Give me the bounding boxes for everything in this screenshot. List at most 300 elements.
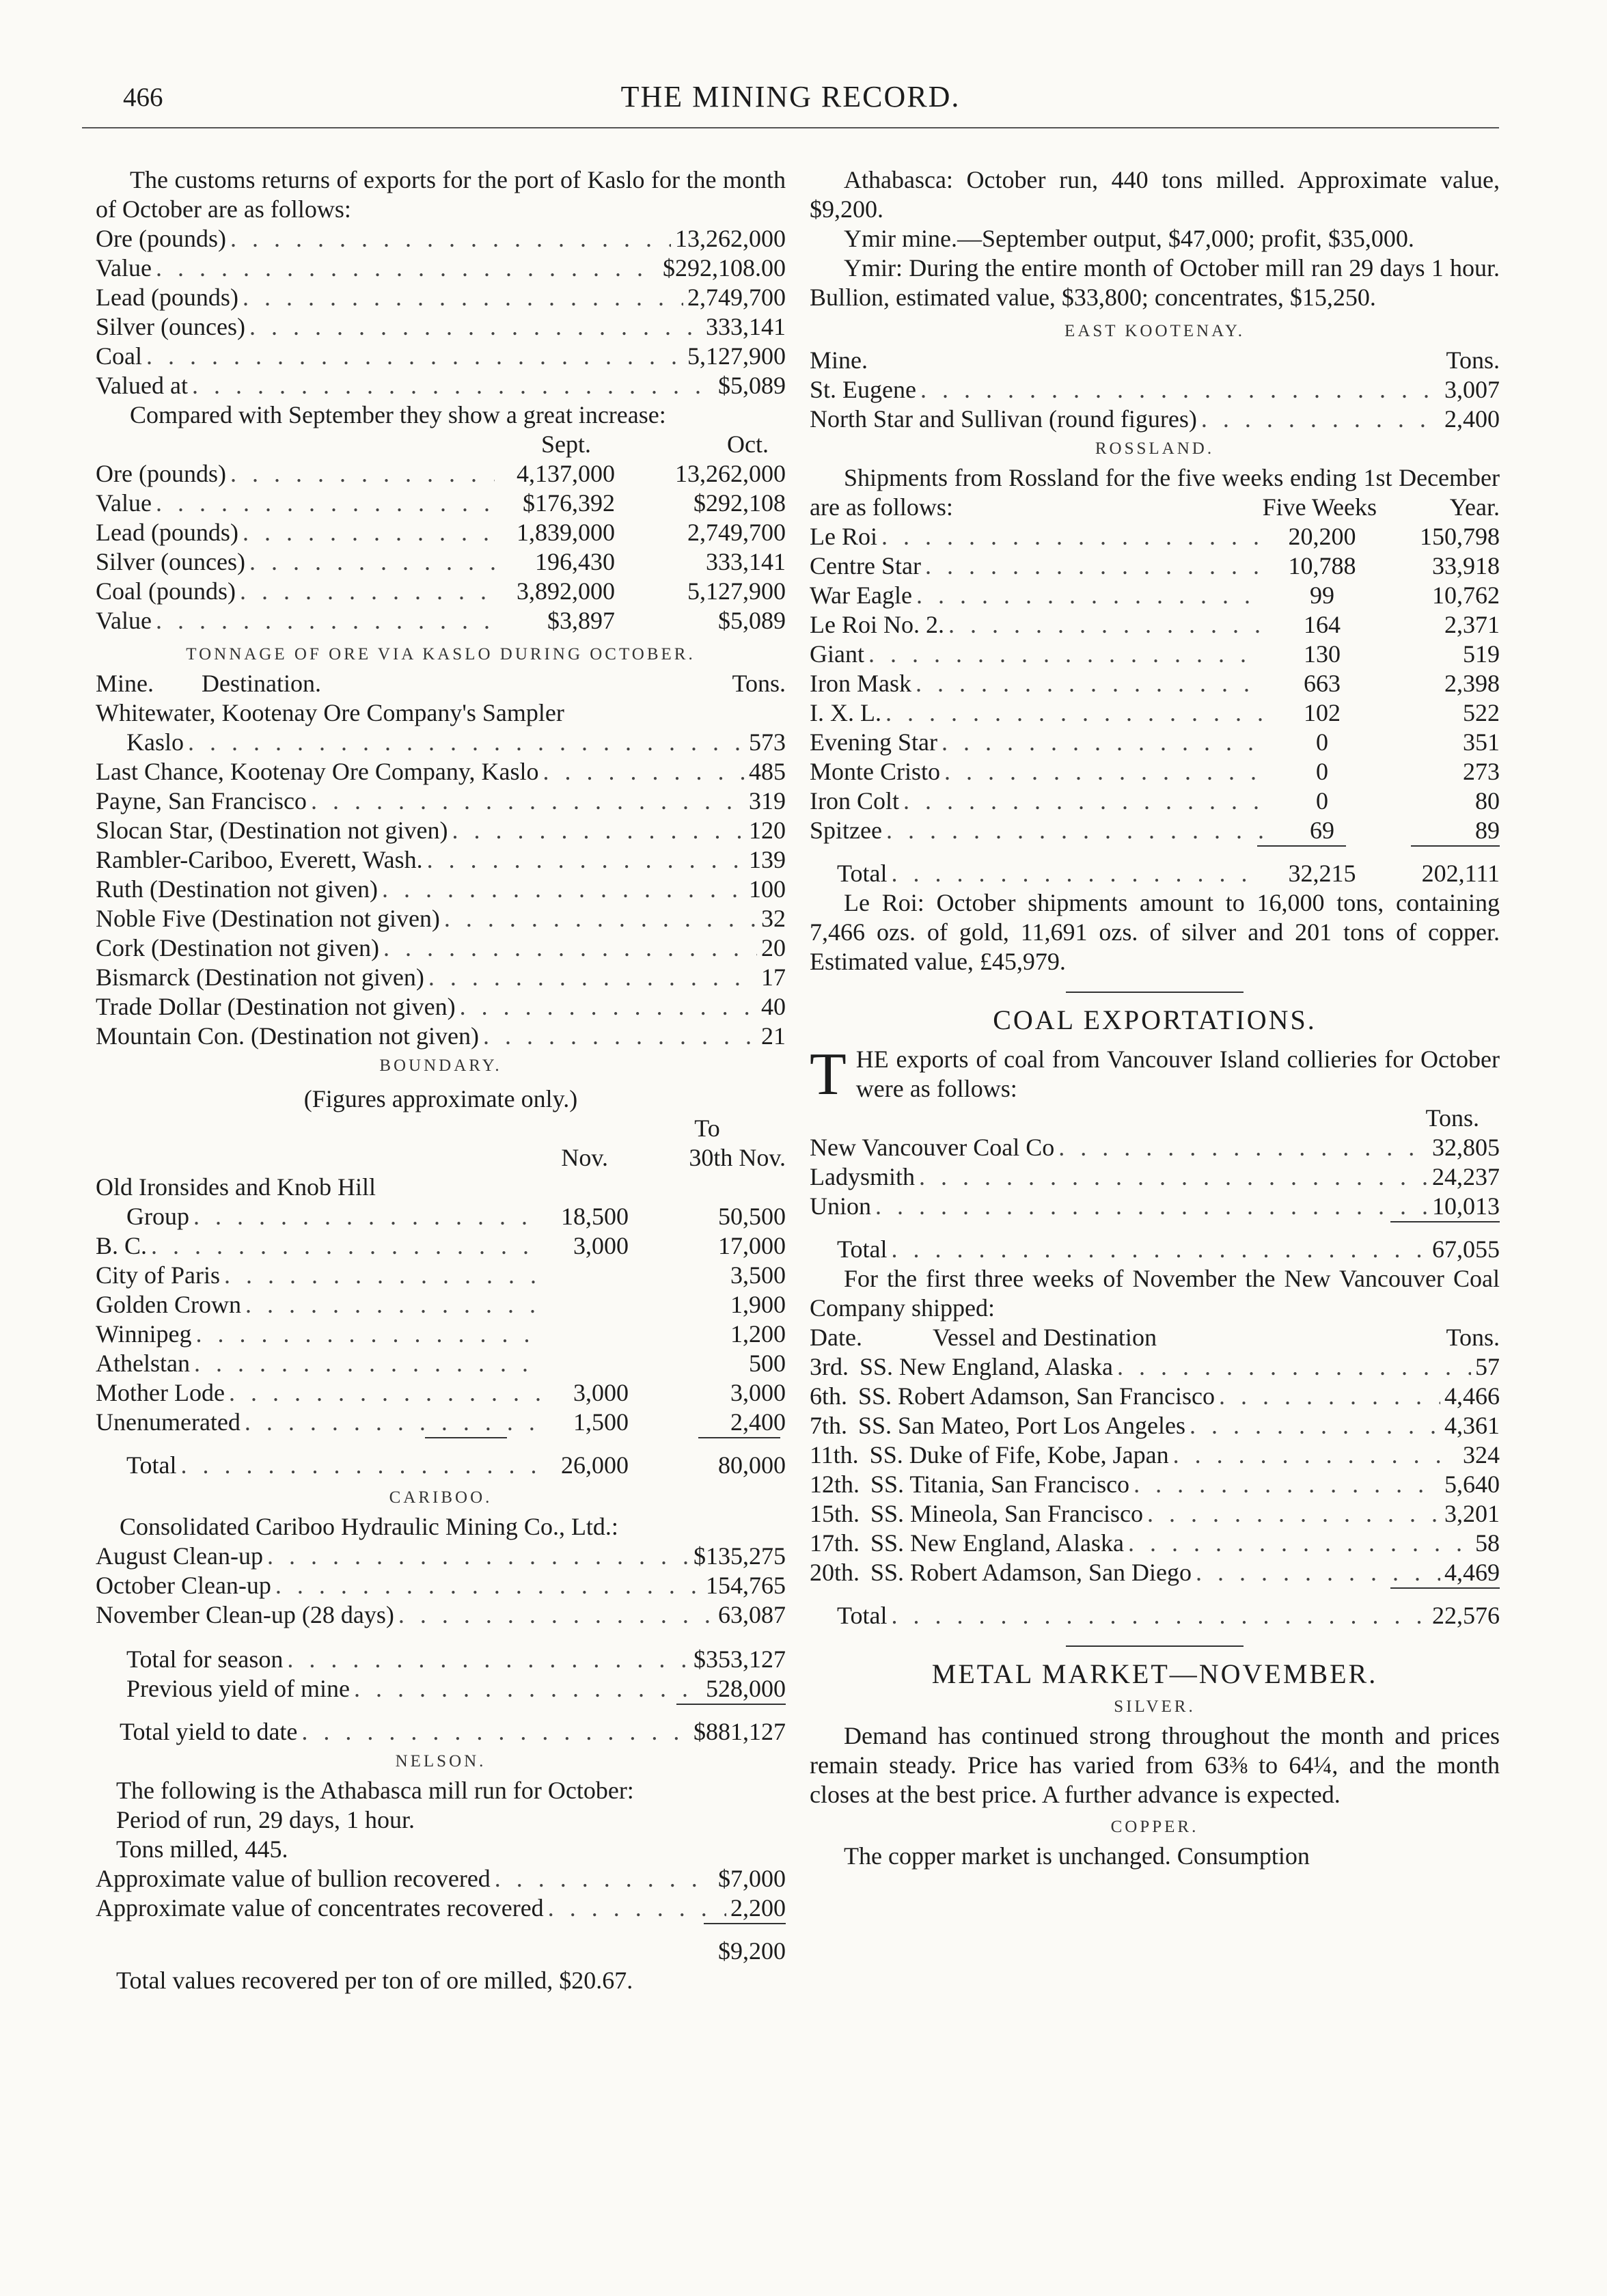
- row-value: 13,262,000: [675, 225, 786, 252]
- boundary-row: [96, 1290, 786, 1320]
- leader-dots: [495, 1864, 714, 1894]
- leader-dots: [243, 518, 495, 547]
- tonnage-row: [96, 933, 786, 963]
- leader-dots: [427, 845, 745, 875]
- row-value: 319: [749, 787, 786, 815]
- row-label: Rambler-Cariboo, Everett, Wash.: [96, 846, 423, 873]
- row-value: 333,141: [706, 313, 786, 340]
- coal-intro: THE exports of coal from Vancouver Island collieries for October were as follows:: [810, 1041, 1500, 1108]
- row-value: 20: [761, 934, 786, 961]
- row-label: Group: [126, 1203, 189, 1230]
- row-year: 2,371: [1444, 611, 1500, 638]
- row-value: 100: [749, 875, 786, 903]
- row-tons: 4,466: [1444, 1382, 1500, 1410]
- leader-dots: [1058, 1133, 1428, 1162]
- leader-dots: [230, 459, 495, 489]
- customs-row: [96, 254, 786, 283]
- leader-dots: [1117, 1352, 1471, 1382]
- cariboo-row: [96, 1571, 786, 1600]
- leader-dots: [249, 312, 702, 342]
- row-value: 32,805: [1432, 1134, 1500, 1161]
- row-value: 196,430: [535, 548, 615, 575]
- row-label: Le Roi: [810, 523, 877, 550]
- rossland-sum-rule: [810, 845, 1500, 855]
- row-value: $3,897: [547, 607, 615, 634]
- leader-dots: [483, 1022, 757, 1051]
- leader-dots: [245, 1408, 542, 1437]
- row-label: Cork (Destination not given): [96, 934, 379, 961]
- tonnage-row: [96, 875, 786, 904]
- row-date: 11th.: [810, 1441, 859, 1468]
- copper-text: The copper market is unchanged. Consumption: [844, 1842, 1310, 1870]
- rossland-heading: ROSSLAND.: [1095, 439, 1215, 458]
- row-label: Value: [96, 607, 152, 634]
- tonnage-row: [96, 757, 786, 787]
- row-value: 2,200: [730, 1894, 786, 1922]
- page-number: 466: [123, 83, 163, 112]
- row-label: Approximate value of concentrates recovered: [96, 1894, 544, 1922]
- row-vessel: SS. Robert Adamson, San Francisco: [858, 1382, 1215, 1410]
- nelson-heading: NELSON.: [395, 1752, 486, 1771]
- row-label: Bismarck (Destination not given): [96, 964, 424, 991]
- row-value: $292,108: [693, 489, 786, 517]
- rossland-row: [810, 787, 1500, 816]
- row-date: 7th.: [810, 1412, 848, 1439]
- leader-dots: [156, 606, 495, 636]
- boundary-row: [96, 1378, 786, 1408]
- row-label: Union: [810, 1192, 871, 1220]
- row-label: Ore (pounds): [96, 225, 226, 252]
- row-value: 500: [749, 1350, 786, 1377]
- row-label: Kaslo: [126, 728, 184, 756]
- leader-dots: [1173, 1440, 1459, 1470]
- row-vessel: SS. New England, Alaska: [860, 1353, 1113, 1380]
- coal-sum-rule: [810, 1221, 1500, 1231]
- cariboo-season-row: Total for season . . . $353,127: [96, 1645, 786, 1674]
- leader-dots: [543, 757, 745, 787]
- leader-dots: [1147, 1499, 1440, 1529]
- cariboo-sum-rule: [96, 1704, 786, 1713]
- leader-dots: [944, 757, 1263, 787]
- row-five-weeks: 130: [1304, 640, 1341, 668]
- row-five-weeks: 69: [1310, 817, 1334, 844]
- row-value: 2,749,700: [687, 284, 786, 311]
- rossland-row: [810, 669, 1500, 698]
- ymir-mine-para: Ymir mine.—September output, $47,000; profit, $35,000.: [844, 225, 1414, 252]
- row-label: War Eagle: [810, 582, 913, 609]
- rossland-row: [810, 816, 1500, 845]
- tonnage-row: [96, 845, 786, 875]
- row-label: Iron Mask: [810, 670, 911, 697]
- row-label: Centre Star: [810, 552, 921, 579]
- row-year: 89: [1475, 817, 1500, 844]
- row-year: 522: [1463, 699, 1500, 726]
- row-value: 2,749,700: [687, 519, 786, 546]
- customs-row: [96, 371, 786, 400]
- shipment-row: [810, 1382, 1500, 1411]
- cariboo-company: Consolidated Cariboo Hydraulic Mining Co., Ltd.:: [120, 1513, 618, 1540]
- nelson-row: [96, 1894, 786, 1923]
- leader-dots: [230, 224, 671, 254]
- rossland-total-row: Total . . . 32,215 202,111: [810, 859, 1500, 888]
- row-value: 1,200: [730, 1320, 786, 1348]
- leader-dots: [192, 371, 714, 400]
- row-value: $176,392: [523, 489, 615, 517]
- leader-dots: [243, 283, 683, 312]
- leader-dots: [194, 1349, 542, 1378]
- boundary-row: [96, 1231, 786, 1261]
- row-year: 10,762: [1432, 582, 1500, 609]
- rossland-row: [810, 640, 1500, 669]
- row-value: 18,500: [561, 1203, 629, 1230]
- leader-dots: [146, 342, 683, 371]
- leader-dots: [948, 610, 1263, 640]
- row-year: 80: [1475, 787, 1500, 815]
- row-year: 273: [1463, 758, 1500, 785]
- tonnage-row: [96, 1022, 786, 1051]
- row-label: Coal: [96, 342, 142, 370]
- row-label: Spitzee: [810, 817, 882, 844]
- rossland-row: [810, 610, 1500, 640]
- row-five-weeks: 663: [1304, 670, 1341, 697]
- boundary-row: [96, 1320, 786, 1349]
- boundary-heading: BOUNDARY.: [379, 1056, 502, 1075]
- row-value: $5,089: [718, 607, 786, 634]
- row-tons: 57: [1475, 1353, 1500, 1380]
- leader-dots: [1134, 1470, 1440, 1499]
- row-label: Silver (ounces): [96, 313, 245, 340]
- col-destination: Destination.: [202, 670, 321, 697]
- row-five-weeks: 102: [1304, 699, 1341, 726]
- row-label: Value: [96, 489, 152, 517]
- row-label: Trade Dollar (Destination not given): [96, 993, 456, 1020]
- leader-dots: [942, 728, 1263, 757]
- header-rule: [82, 127, 1499, 128]
- row-value: 17: [761, 964, 786, 991]
- shipments-header: Date. Vessel and Destination Tons.: [810, 1324, 1500, 1351]
- row-year: 519: [1463, 640, 1500, 668]
- row-label: Last Chance, Kootenay Ore Company, Kaslo: [96, 758, 539, 785]
- coal-row: [810, 1162, 1500, 1192]
- row-value: 573: [749, 728, 786, 756]
- east-kootenay-row: [810, 405, 1500, 434]
- row-value: 24,237: [1432, 1163, 1500, 1190]
- shipments-sum-rule: [810, 1587, 1500, 1597]
- customs-row: [96, 224, 786, 254]
- coal-header: Tons.: [1425, 1104, 1479, 1132]
- leader-dots: [383, 933, 757, 963]
- row-label: I. X. L.: [810, 699, 881, 726]
- compare-header: [96, 430, 786, 459]
- col-tons: Tons.: [732, 670, 786, 697]
- boundary-table: [96, 1202, 786, 1437]
- row-value: 10,013: [1432, 1192, 1500, 1220]
- leader-dots: [916, 581, 1263, 610]
- row-label: Noble Five (Destination not given): [96, 905, 440, 932]
- tonnage-header: [96, 669, 786, 698]
- nelson-table: [96, 1864, 786, 1923]
- row-value: 3,007: [1444, 376, 1500, 403]
- row-label: Silver (ounces): [96, 548, 245, 575]
- shipment-row: [810, 1440, 1500, 1470]
- boundary-row: [96, 1202, 786, 1231]
- cariboo-row: [96, 1600, 786, 1630]
- col-five-weeks: Five Weeks: [1262, 493, 1377, 521]
- tonnage-table: [96, 728, 786, 1051]
- row-value: $7,000: [718, 1865, 786, 1892]
- row-label: Value: [96, 254, 152, 282]
- col-to: To: [694, 1115, 720, 1142]
- tonnage-row: [96, 728, 786, 757]
- row-value: 3,000: [730, 1379, 786, 1406]
- leader-dots: [240, 577, 495, 606]
- shipment-row: [810, 1558, 1500, 1587]
- leader-dots: [1128, 1529, 1471, 1558]
- page-header: [82, 79, 1499, 127]
- tonnage-row: [96, 963, 786, 992]
- cariboo-previous-row: Previous yield of mine . . . 528,000: [96, 1674, 786, 1704]
- tonnage-row: [96, 816, 786, 845]
- row-value: 2,400: [1444, 405, 1500, 433]
- customs-row: [96, 283, 786, 312]
- row-label: August Clean-up: [96, 1542, 263, 1570]
- row-value: 154,765: [706, 1572, 786, 1599]
- customs-row: [96, 312, 786, 342]
- leader-dots: [452, 816, 745, 845]
- coal-row: [810, 1192, 1500, 1221]
- nelson-closing: Total values recovered per ton of ore milled, $20.67.: [116, 1967, 633, 1994]
- row-five-weeks: 20,200: [1288, 523, 1356, 550]
- row-tons: 324: [1463, 1441, 1500, 1468]
- boundary-note: (Figures approximate only.): [303, 1085, 578, 1112]
- leader-dots: [275, 1571, 702, 1600]
- rossland-row: [810, 728, 1500, 757]
- nelson-tons: Tons milled, 445.: [116, 1835, 288, 1863]
- row-value: 3,500: [730, 1261, 786, 1289]
- compare-intro: Compared with September they show a great increase:: [130, 401, 666, 428]
- row-label: Mountain Con. (Destination not given): [96, 1022, 479, 1050]
- row-label: October Clean-up: [96, 1572, 271, 1599]
- row-date: 20th.: [810, 1559, 860, 1586]
- leader-dots: [224, 1261, 542, 1290]
- row-value: 485: [749, 758, 786, 785]
- cariboo-heading: CARIBOO.: [389, 1488, 493, 1507]
- leader-dots: [188, 728, 745, 757]
- row-label: Giant: [810, 640, 864, 668]
- leader-dots: [428, 963, 757, 992]
- metal-heading: METAL MARKET—NOVEMBER.: [931, 1658, 1378, 1689]
- tonnage-row: [96, 904, 786, 933]
- boundary-row: [96, 1349, 786, 1378]
- compare-table: [96, 459, 786, 636]
- col-mine: Mine.: [96, 670, 154, 697]
- copper-heading: COPPER.: [1110, 1818, 1199, 1836]
- tonnage-heading: TONNAGE OF ORE VIA KASLO DURING OCTOBER.: [186, 645, 696, 664]
- row-label: Payne, San Francisco: [96, 787, 307, 815]
- rossland-row: [810, 551, 1500, 581]
- row-value: 50,500: [718, 1203, 786, 1230]
- row-label: Valued at: [96, 372, 188, 399]
- coal-total-row: Total . . . 67,055: [810, 1235, 1500, 1264]
- east-kootenay-row: [810, 375, 1500, 405]
- col-oct: Oct.: [727, 430, 769, 458]
- shipment-row: [810, 1470, 1500, 1499]
- row-year: 351: [1463, 728, 1500, 756]
- row-value: $5,089: [718, 372, 786, 399]
- nelson-period: Period of run, 29 days, 1 hour.: [116, 1806, 415, 1833]
- shipments-table: [810, 1352, 1500, 1587]
- customs-table: [96, 224, 786, 400]
- leader-dots: [886, 816, 1263, 845]
- row-vessel: SS. Mineola, San Francisco: [870, 1500, 1143, 1527]
- leader-dots: [382, 875, 745, 904]
- coal-heading: COAL EXPORTATIONS.: [993, 1004, 1317, 1035]
- leader-dots: [249, 547, 495, 577]
- row-label: City of Paris: [96, 1261, 221, 1289]
- leader-dots: [885, 698, 1263, 728]
- leader-dots: [1219, 1382, 1440, 1411]
- row-value: 13,262,000: [675, 460, 786, 487]
- rossland-table: [810, 522, 1500, 845]
- shipment-row: [810, 1499, 1500, 1529]
- row-five-weeks: 0: [1316, 728, 1328, 756]
- row-tons: 5,640: [1444, 1471, 1500, 1498]
- leader-dots: [444, 904, 757, 933]
- row-date: 15th.: [810, 1500, 860, 1527]
- row-label: Winnipeg: [96, 1320, 192, 1348]
- ymir-para: Ymir: During the entire month of October mill ran 29 days 1 hour. Bullion, estimated value, $33,800; concentrates, $15,250.: [810, 254, 1500, 311]
- row-value: 4,137,000: [517, 460, 615, 487]
- leader-dots: [916, 669, 1263, 698]
- compare-row: [96, 577, 786, 606]
- leroi-note: Le Roi: October shipments amount to 16,000 tons, containing 7,466 ozs. of gold, 11,691 ozs. of silver and 201 tons of copper. Estimated value, £45,979.: [810, 889, 1500, 975]
- leader-dots: [881, 522, 1263, 551]
- leader-dots: [151, 1231, 542, 1261]
- rossland-row: [810, 581, 1500, 610]
- boundary-row: [96, 1261, 786, 1290]
- row-label: Ladysmith: [810, 1163, 915, 1190]
- row-year: 150,798: [1420, 523, 1500, 550]
- coal-dropcap: T: [810, 1041, 847, 1108]
- leader-dots: [868, 640, 1263, 669]
- row-label: North Star and Sullivan (round figures): [810, 405, 1197, 433]
- row-five-weeks: 0: [1316, 787, 1328, 815]
- leader-dots: [1190, 1411, 1440, 1440]
- leader-dots: [156, 489, 495, 518]
- cariboo-row: [96, 1542, 786, 1571]
- compare-row: [96, 489, 786, 518]
- row-date: 3rd.: [810, 1353, 849, 1380]
- row-value: 3,000: [573, 1232, 629, 1259]
- row-five-weeks: 164: [1304, 611, 1341, 638]
- row-tons: 3,201: [1444, 1500, 1500, 1527]
- leader-dots: [267, 1542, 689, 1571]
- nelson-intro: The following is the Athabasca mill run for October:: [116, 1777, 634, 1804]
- customs-row: [96, 342, 786, 371]
- shipments-total-row: Total . . . 22,576: [810, 1601, 1500, 1630]
- row-value: 1,839,000: [517, 519, 615, 546]
- col-year: Year.: [1449, 493, 1500, 521]
- boundary-first-line: Old Ironsides and Knob Hill: [96, 1173, 376, 1201]
- east-kootenay-header: Mine. Tons.: [810, 346, 1500, 374]
- leader-dots: [903, 787, 1263, 816]
- compare-row: [96, 606, 786, 636]
- leader-dots: [460, 992, 757, 1022]
- tonnage-row: [96, 992, 786, 1022]
- row-value: 120: [749, 817, 786, 844]
- leader-dots: [156, 254, 659, 283]
- leader-dots: [196, 1320, 542, 1349]
- rossland-intro: Shipments from Rossland for the five weeks ending 1st December are as follows:: [810, 464, 1500, 521]
- rossland-row: [810, 757, 1500, 787]
- row-value: 1,900: [730, 1291, 786, 1318]
- row-label: St. Eugene: [810, 376, 916, 403]
- silver-heading: SILVER.: [1114, 1697, 1196, 1716]
- section-rule: [1066, 992, 1244, 993]
- coal-row: [810, 1133, 1500, 1162]
- row-label: Coal (pounds): [96, 577, 236, 605]
- running-title: THE MINING RECORD.: [620, 80, 961, 113]
- row-label: Iron Colt: [810, 787, 899, 815]
- row-tons: 4,469: [1444, 1559, 1500, 1586]
- row-tons: 4,361: [1444, 1412, 1500, 1439]
- row-vessel: SS. Duke of Fife, Kobe, Japan: [869, 1441, 1169, 1468]
- leader-dots: [548, 1894, 726, 1923]
- row-value: 21: [761, 1022, 786, 1050]
- leader-dots: [245, 1290, 542, 1320]
- row-year: 2,398: [1444, 670, 1500, 697]
- col-30th-nov: 30th Nov.: [689, 1144, 786, 1171]
- boundary-to-header: [96, 1114, 786, 1143]
- row-tons: 58: [1475, 1529, 1500, 1557]
- leader-dots: [193, 1202, 542, 1231]
- row-label: New Vancouver Coal Co: [810, 1134, 1055, 1161]
- leader-dots: [1196, 1558, 1440, 1587]
- row-label: B. C.: [96, 1232, 148, 1259]
- row-vessel: SS. Titania, San Francisco: [870, 1471, 1130, 1498]
- nelson-row: [96, 1864, 786, 1894]
- row-label: Evening Star: [810, 728, 937, 756]
- tonnage-row: [96, 787, 786, 816]
- left-column: [96, 165, 786, 1995]
- compare-row: [96, 518, 786, 547]
- row-five-weeks: 99: [1310, 582, 1334, 609]
- rossland-row: [810, 698, 1500, 728]
- row-value: 2,400: [730, 1408, 786, 1436]
- leader-dots: [311, 787, 745, 816]
- coal-weeks-text: For the first three weeks of November the New Vancouver Coal Company shipped:: [810, 1265, 1500, 1322]
- coal-table: [810, 1133, 1500, 1221]
- row-label: Mother Lode: [96, 1379, 225, 1406]
- customs-intro: The customs returns of exports for the port of Kaslo for the month of October are as follows:: [96, 166, 786, 223]
- section-rule: [1066, 1645, 1244, 1647]
- row-date: 6th.: [810, 1382, 848, 1410]
- row-vessel: SS. San Mateo, Port Los Angeles: [858, 1412, 1186, 1439]
- boundary-sum-rule: [96, 1437, 786, 1447]
- right-column: [810, 165, 1500, 1871]
- row-label: Approximate value of bullion recovered: [96, 1865, 491, 1892]
- row-value: 32: [761, 905, 786, 932]
- row-label: Unenumerated: [96, 1408, 241, 1436]
- row-label: Athelstan: [96, 1350, 190, 1377]
- tonnage-first-line: Whitewater, Kootenay Ore Company's Sampler: [96, 699, 564, 726]
- east-kootenay-heading: EAST KOOTENAY.: [1065, 322, 1245, 340]
- row-value: 333,141: [706, 548, 786, 575]
- shipment-row: [810, 1411, 1500, 1440]
- leader-dots: [398, 1600, 714, 1630]
- east-kootenay-table: [810, 375, 1500, 434]
- rossland-row: [810, 522, 1500, 551]
